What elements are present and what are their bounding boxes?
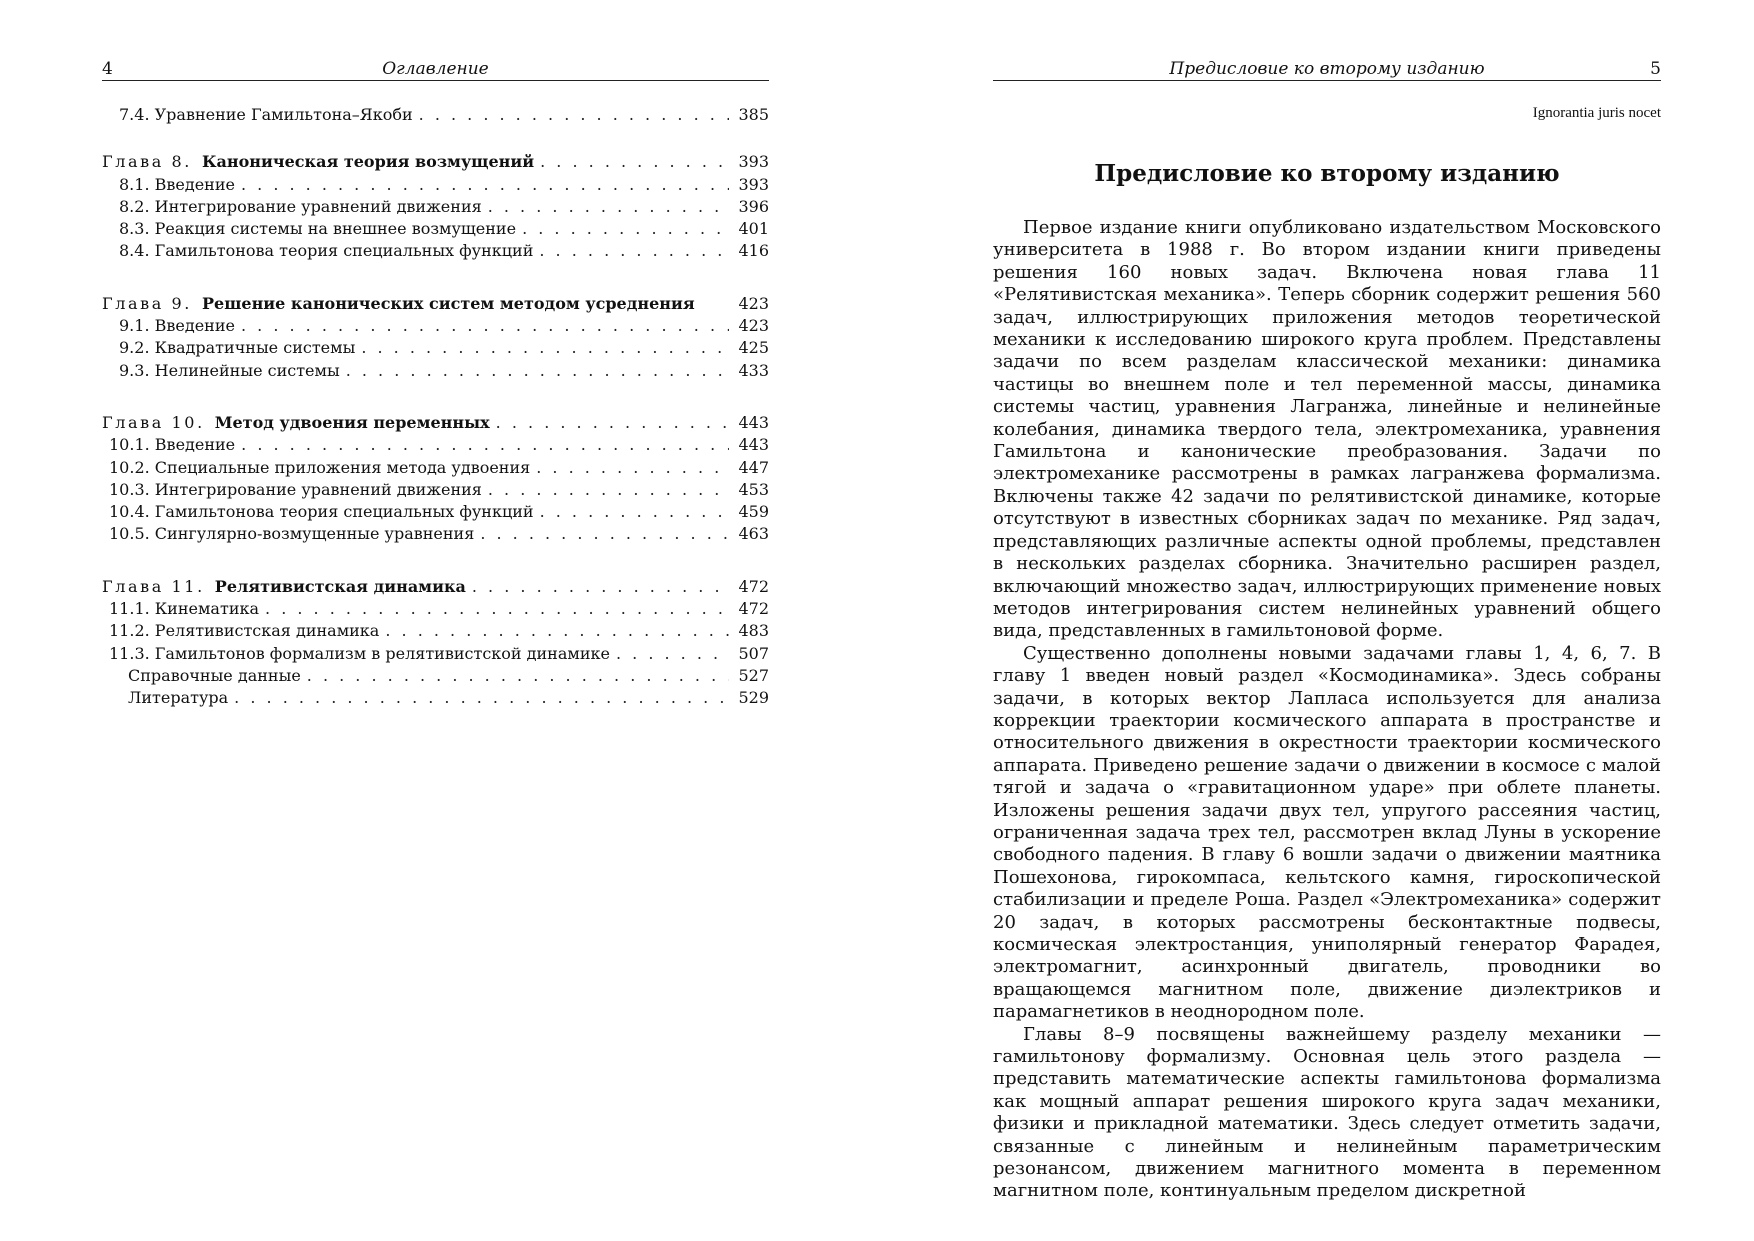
toc-leader-dots (540, 501, 729, 523)
toc-chapter-number: Глава 11. (102, 576, 205, 596)
toc-page-number: 453 (738, 479, 769, 499)
toc-page-number: 393 (738, 152, 769, 172)
toc-page-number: 385 (738, 105, 769, 124)
toc-page-number: 433 (738, 360, 769, 380)
toc-chapter-label (102, 412, 490, 434)
toc-section[interactable] (102, 104, 769, 126)
toc-chapter-number: Глава 9. (102, 293, 192, 313)
toc-chapter-title: Метод удвоения переменных (214, 412, 490, 432)
toc-page-number: 401 (738, 219, 769, 239)
toc-leader-dots (346, 360, 729, 382)
toc-page-number: 472 (738, 576, 769, 596)
toc-entry-label: 8.4. Гамильтонова теория специальных функций (119, 241, 534, 261)
toc-chapter-title: Релятивистская динамика (214, 576, 466, 596)
toc-chapter-label (102, 293, 695, 315)
toc-leader-dots (241, 434, 729, 456)
left-page (102, 0, 769, 1241)
preface-paragraph: Существенно дополнены новыми задачами главы 1, 4, 6, 7. В главу 1 введен новый раздел «Космодинамика». Здесь собраны задачи, в которых вектор Лапласа используется для анализа коррекции траектории космического аппарата в пространстве и относительного движения в окрестности траектории космического аппарата. Приведено решение задачи о движении в космосе с малой тягой и задача о «гравитационном ударе» при облете планеты. Изложены решения задачи двух тел, упругого рассеяния частиц, ограниченная задача трех тел, рассмотрен вклад Луны в ускорение свободного падения. В главу 6 вошли задачи о движении маятника Пошехонова, гирокомпаса, кельтского камня, гироскопической стабилизации и пределе Роша. Раздел «Электромеханика» содержит 20 задач, в которых рассмотрены бесконтактные подвесы, космическая электростанция, униполярный генератор Фарадея, электромагнит, асинхронный двигатель, проводники во вращающемся магнитном поле, движение диэлектриков и парамагнетиков в неоднородном поле. (993, 642, 1661, 1023)
left-page-number: 4 (102, 59, 113, 79)
toc-entry-label: 10.3. Интегрирование уравнений движения (109, 479, 482, 499)
toc-leader-dots (540, 151, 729, 173)
toc-page-number: 416 (738, 241, 769, 261)
toc-section[interactable] (102, 196, 769, 218)
toc-leader-dots (472, 576, 729, 598)
toc-entry-label: Литература (128, 688, 229, 708)
toc-page-number: 423 (738, 316, 769, 336)
table-of-contents (102, 104, 769, 710)
toc-leader-dots (385, 620, 729, 642)
toc-section[interactable] (102, 174, 769, 196)
toc-chapter-label (102, 151, 534, 173)
toc-leader-dots (241, 174, 729, 196)
toc-chapter-number: Глава 8. (102, 152, 192, 172)
toc-entry-label: 8.1. Введение (119, 174, 235, 194)
toc-chapter[interactable] (102, 151, 769, 173)
toc-leader-dots (265, 598, 729, 620)
toc-entry-label: 8.2. Интегрирование уравнений движения (119, 196, 482, 216)
preface-body (993, 217, 1661, 1203)
preface-paragraph: Первое издание книги опубликовано издательством Московского университета в 1988 г. Во втором издании книги приведены решения 160 новых задач. Включена новая глава 11 «Релятивистская механика». Теперь сборник содержит решения 560 задач, иллюстрирующих приложения методов теоретической механики к исследованию широкого круга проблем. Представлены задачи по всем разделам классической механики: динамика частицы во внешнем поле и тел переменной массы, динамика системы частиц, уравнения Лагранжа, линейные и нелинейные колебания, динамика твердого тела, электромеханика, уравнения Гамильтона и канонические преобразования. Задачи по электромеханике рассмотрены в рамках лагранжева формализма. Включены также 42 задачи по релятивистской динамике, которые отсутствуют в известных сборниках задач по механике. Ряд задач, представляющих различные аспекты одной проблемы, представлен в нескольких разделах сборника. Значительно расширен раздел, включающий множество задач, иллюстрирующих применение новых методов интегрирования систем нелинейных уравнений общего вида, представленных в гамильтоновой форме. (993, 217, 1661, 642)
toc-section[interactable] (102, 620, 769, 642)
right-running-title: Предисловие ко второму изданию (1169, 59, 1485, 79)
toc-page-number: 423 (738, 293, 769, 313)
toc-leader-dots (241, 315, 729, 337)
toc-leader-dots (522, 218, 729, 240)
toc-entry-label: 11.2. Релятивистская динамика (109, 621, 380, 641)
toc-section[interactable] (102, 501, 769, 523)
right-page-number: 5 (1650, 59, 1661, 79)
toc-chapter-number: Глава 10. (102, 412, 205, 432)
toc-chapter-title: Каноническая теория возмущений (202, 152, 535, 172)
toc-entry-label: 11.1. Кинематика (109, 599, 260, 619)
toc-section[interactable] (102, 218, 769, 240)
toc-page-number: 447 (738, 457, 769, 477)
toc-section[interactable] (102, 240, 769, 262)
toc-page-number: 393 (738, 174, 769, 194)
toc-appendix[interactable] (102, 665, 769, 687)
left-running-title: Оглавление (382, 59, 489, 79)
toc-appendix[interactable] (102, 687, 769, 709)
right-running-head (993, 58, 1661, 81)
toc-leader-dots (480, 523, 729, 545)
toc-leader-dots (536, 457, 729, 479)
toc-page-number: 527 (738, 665, 769, 685)
toc-page-number: 483 (738, 621, 769, 641)
toc-section[interactable] (102, 523, 769, 545)
toc-section[interactable] (102, 315, 769, 337)
toc-chapter[interactable] (102, 412, 769, 434)
toc-entry-label: 9.3. Нелинейные системы (119, 360, 340, 380)
toc-leader-dots (419, 104, 729, 126)
toc-entry-label: 10.1. Введение (109, 435, 236, 455)
toc-entry-label: 7.4. Уравнение Гамильтона–Якоби (119, 105, 413, 124)
toc-entry-label: 10.5. Сингулярно-возмущенные уравнения (109, 524, 475, 544)
toc-section[interactable] (102, 337, 769, 359)
toc-entry-label: 11.3. Гамильтонов формализм в релятивистской динамике (109, 643, 610, 663)
toc-section[interactable] (102, 479, 769, 501)
left-running-head (102, 58, 769, 81)
toc-page-number: 459 (738, 502, 769, 522)
toc-leader-dots (307, 665, 729, 687)
toc-page-number: 443 (738, 435, 769, 455)
right-page (993, 0, 1661, 1241)
toc-chapter-label (102, 576, 466, 598)
toc-entry-label: 8.3. Реакция системы на внешнее возмущение (119, 219, 517, 239)
toc-entry-label: 9.2. Квадратичные системы (119, 338, 356, 358)
toc-chapter[interactable] (102, 293, 769, 315)
toc-section[interactable] (102, 457, 769, 479)
toc-leader-dots (361, 337, 729, 359)
toc-page-number: 425 (738, 338, 769, 358)
toc-page-number: 529 (738, 688, 769, 708)
toc-entry-label: 10.2. Специальные приложения метода удвоения (109, 457, 531, 477)
preface-heading: Предисловие ко второму изданию (1094, 160, 1560, 187)
toc-leader-dots (496, 412, 729, 434)
toc-section[interactable] (102, 598, 769, 620)
toc-leader-dots (616, 643, 729, 665)
toc-page-number: 396 (738, 196, 769, 216)
preface-paragraph: Главы 8–9 посвящены важнейшему разделу механики — гамильтонову формализму. Основная цель этого раздела — представить математические аспекты гамильтонова формализма как мощный аппарат решения широкого круга задач механики, физики и прикладной математики. Здесь следует отметить задачи, связанные с линейным и нелинейным параметрическим резонансом, движением магнитного момента в переменном магнитном поле, континуальным пределом дискретной (993, 1023, 1661, 1202)
toc-page-number: 443 (738, 412, 769, 432)
epigraph: Ignorantia juris nocet (1532, 105, 1661, 121)
toc-entry-label: 10.4. Гамильтонова теория специальных функций (109, 502, 534, 522)
toc-section[interactable] (102, 360, 769, 382)
toc-leader-dots (488, 196, 729, 218)
toc-leader-dots (539, 240, 729, 262)
toc-section[interactable] (102, 434, 769, 456)
toc-leader-dots (488, 479, 729, 501)
toc-chapter[interactable] (102, 576, 769, 598)
toc-page-number: 507 (738, 643, 769, 663)
toc-chapter-title: Решение канонических систем методом усреднения (202, 293, 695, 313)
toc-entry-label: 9.1. Введение (119, 316, 235, 336)
toc-leader-dots (234, 687, 729, 709)
toc-entry-label: Справочные данные (128, 665, 301, 685)
toc-section[interactable] (102, 643, 769, 665)
toc-page-number: 463 (738, 524, 769, 544)
toc-page-number: 472 (738, 599, 769, 619)
